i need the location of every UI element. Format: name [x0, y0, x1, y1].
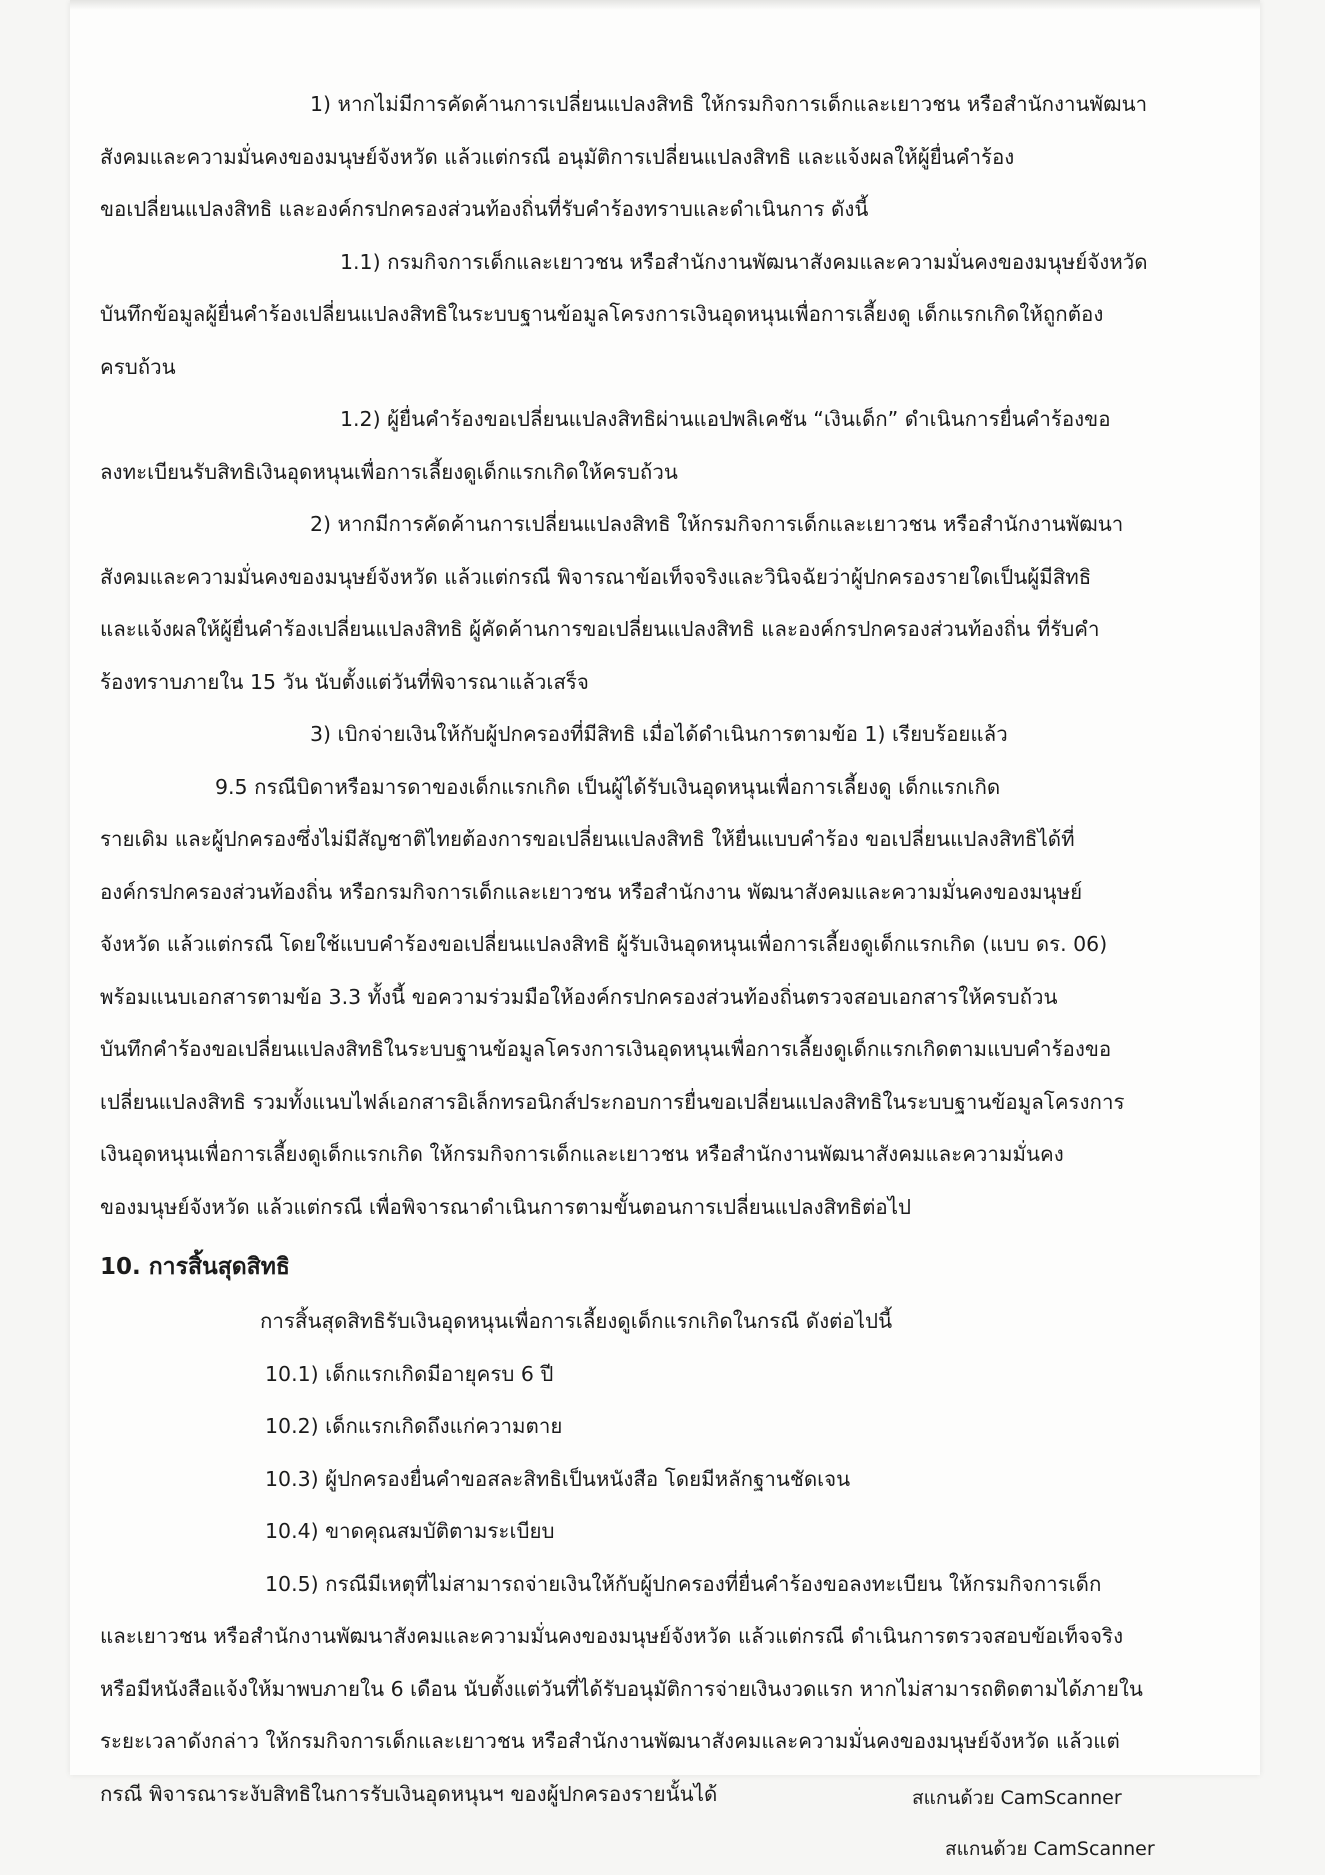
text-line: 1) หากไม่มีการคัดค้านการเปลี่ยนแปลงสิทธิ ให้กรมกิจการเด็กและเยาวชน หรือสำนักงานพัฒนา — [310, 92, 1148, 116]
text-line: ครบถ้วน — [100, 354, 176, 379]
section-10-intro: การสิ้นสุดสิทธิรับเงินอุดหนุนเพื่อการเลี้ยงดูเด็กแรกเกิดในกรณี ดังต่อไปนี้ — [260, 1309, 893, 1333]
paragraph-1-1 — [100, 236, 1215, 394]
text-line: 1.1) กรมกิจการเด็กและเยาวชน หรือสำนักงานพัฒนาสังคมและความมั่นคงของมนุษย์จังหวัด — [340, 249, 1148, 274]
text-line: พร้อมแนบเอกสารตามข้อ 3.3 ทั้งนี้ ขอความร่วมมือให้องค์กรปกครองส่วนท้องถิ่นตรวจสอบเอกสารให้ครบถ้วน — [100, 984, 1058, 1009]
list-item: 10.4) ขาดคุณสมบัติตามระเบียบ — [265, 1519, 555, 1543]
text-line: ลงทะเบียนรับสิทธิเงินอุดหนุนเพื่อการเลี้ยงดูเด็กแรกเกิดให้ครบถ้วน — [100, 459, 678, 484]
text-line: 9.5 กรณีบิดาหรือมารดาของเด็กแรกเกิด เป็นผู้ได้รับเงินอุดหนุนเพื่อการเลี้ยงดู เด็กแรกเกิด — [215, 774, 1001, 799]
text-line: บันทึกข้อมูลผู้ยื่นคำร้องเปลี่ยนแปลงสิทธิในระบบฐานข้อมูลโครงการเงินอุดหนุนเพื่อการเลี้ยงดู เด็กแรกเกิดให้ถูกต้อง — [100, 302, 1104, 326]
text-line: เปลี่ยนแปลงสิทธิ รวมทั้งแนบไฟล์เอกสารอิเล็กทรอนิกส์ประกอบการยื่นขอเปลี่ยนแปลงสิทธิในระบบฐานข้อมูลโครงการ — [100, 1089, 1125, 1114]
list-item: 10.3) ผู้ปกครองยื่นคำขอสละสิทธิเป็นหนังสือ โดยมีหลักฐานชัดเจน — [265, 1466, 851, 1491]
text-line: กรณี พิจารณาระงับสิทธิในการรับเงินอุดหนุนฯ ของผู้ปกครองรายนั้นได้ — [100, 1781, 718, 1806]
document-body — [100, 78, 1215, 1820]
text-line: องค์กรปกครองส่วนท้องถิ่น หรือกรมกิจการเด็กและเยาวชน หรือสำนักงาน พัฒนาสังคมและความมั่นคงของมนุษย์ — [100, 879, 1083, 904]
camscanner-note: สแกนด้วย CamScanner — [945, 1838, 1155, 1860]
text-line: และแจ้งผลให้ผู้ยื่นคำร้องเปลี่ยนแปลงสิทธิ ผู้คัดค้านการขอเปลี่ยนแปลงสิทธิ และองค์กรปกครองส่วนท้องถิ่น ที่รับคำ — [100, 617, 1100, 641]
text-line: 10.5) กรณีมีเหตุที่ไม่สามารถจ่ายเงินให้กับผู้ปกครองที่ยื่นคำร้องขอลงทะเบียน ให้กรมกิจการเด็ก — [265, 1571, 1102, 1596]
paragraph-10-5 — [100, 1558, 1215, 1821]
text-line: ระยะเวลาดังกล่าว ให้กรมกิจการเด็กและเยาวชน หรือสำนักงานพัฒนาสังคมและความมั่นคงของมนุษย์จังหวัด แล้วแต่ — [100, 1729, 1120, 1753]
text-line: สังคมและความมั่นคงของมนุษย์จังหวัด แล้วแต่กรณี พิจารณาข้อเท็จจริงและวินิจฉัยว่าผู้ปกครองรายใดเป็นผู้มีสิทธิ — [100, 564, 1092, 589]
paragraph-9-5 — [100, 761, 1215, 1234]
camscanner-note: สแกนด้วย CamScanner — [912, 1787, 1122, 1809]
text-line: สังคมและความมั่นคงของมนุษย์จังหวัด แล้วแต่กรณี อนุมัติการเปลี่ยนแปลงสิทธิ และแจ้งผลให้ผู้ยื่นคำร้อง — [100, 144, 1015, 169]
paragraph-2 — [100, 498, 1215, 708]
list-item: 10.1) เด็กแรกเกิดมีอายุครบ 6 ปี — [265, 1361, 554, 1386]
text-line: และเยาวชน หรือสำนักงานพัฒนาสังคมและความมั่นคงของมนุษย์จังหวัด แล้วแต่กรณี ดำเนินการตรวจสอบข้อเท็จจริง — [100, 1624, 1124, 1648]
section-10-heading: 10. การสิ้นสุดสิทธิ — [100, 1254, 290, 1280]
page-top-edge — [70, 0, 1260, 10]
paragraph-1 — [100, 78, 1215, 236]
paragraph-3 — [100, 708, 1215, 761]
text-line: ขอเปลี่ยนแปลงสิทธิ และองค์กรปกครองส่วนท้องถิ่นที่รับคำร้องทราบและดำเนินการ ดังนี้ — [100, 197, 869, 221]
paragraph-1-2 — [100, 393, 1215, 498]
text-line: จังหวัด แล้วแต่กรณี โดยใช้แบบคำร้องขอเปลี่ยนแปลงสิทธิ ผู้รับเงินอุดหนุนเพื่อการเลี้ยงดูเด็กแรกเกิด (แบบ ดร. 06) — [100, 932, 1108, 956]
text-line: เงินอุดหนุนเพื่อการเลี้ยงดูเด็กแรกเกิด ให้กรมกิจการเด็กและเยาวชน หรือสำนักงานพัฒนาสังคมและความมั่นคง — [100, 1142, 1064, 1166]
text-line: หรือมีหนังสือแจ้งให้มาพบภายใน 6 เดือน นับตั้งแต่วันที่ได้รับอนุมัติการจ่ายเงินงวดแรก หากไม่สามารถติดตามได้ภายใน — [100, 1676, 1143, 1701]
text-line: 3) เบิกจ่ายเงินให้กับผู้ปกครองที่มีสิทธิ เมื่อได้ดำเนินการตามข้อ 1) เรียบร้อยแล้ว — [310, 722, 1008, 746]
text-line: บันทึกคำร้องขอเปลี่ยนแปลงสิทธิในระบบฐานข้อมูลโครงการเงินอุดหนุนเพื่อการเลี้ยงดูเด็กแรกเกิดตามแบบคำร้องขอ — [100, 1037, 1112, 1061]
text-line: 2) หากมีการคัดค้านการเปลี่ยนแปลงสิทธิ ให้กรมกิจการเด็กและเยาวชน หรือสำนักงานพัฒนา — [310, 512, 1124, 536]
list-item: 10.2) เด็กแรกเกิดถึงแก่ความตาย — [265, 1414, 563, 1438]
text-line: รายเดิม และผู้ปกครองซึ่งไม่มีสัญชาติไทยต้องการขอเปลี่ยนแปลงสิทธิ ให้ยื่นแบบคำร้อง ขอเปลี่ยนแปลงสิทธิได้ที่ — [100, 827, 1075, 851]
text-line: ร้องทราบภายใน 15 วัน นับตั้งแต่วันที่พิจารณาแล้วเสร็จ — [100, 669, 589, 694]
text-line: ของมนุษย์จังหวัด แล้วแต่กรณี เพื่อพิจารณาดำเนินการตามขั้นตอนการเปลี่ยนแปลงสิทธิต่อไป — [100, 1194, 912, 1219]
section-10-list — [100, 1295, 1215, 1558]
text-line: 1.2) ผู้ยื่นคำร้องขอเปลี่ยนแปลงสิทธิผ่านแอปพลิเคชัน “เงินเด็ก” ดำเนินการยื่นคำร้องขอ — [340, 407, 1111, 431]
